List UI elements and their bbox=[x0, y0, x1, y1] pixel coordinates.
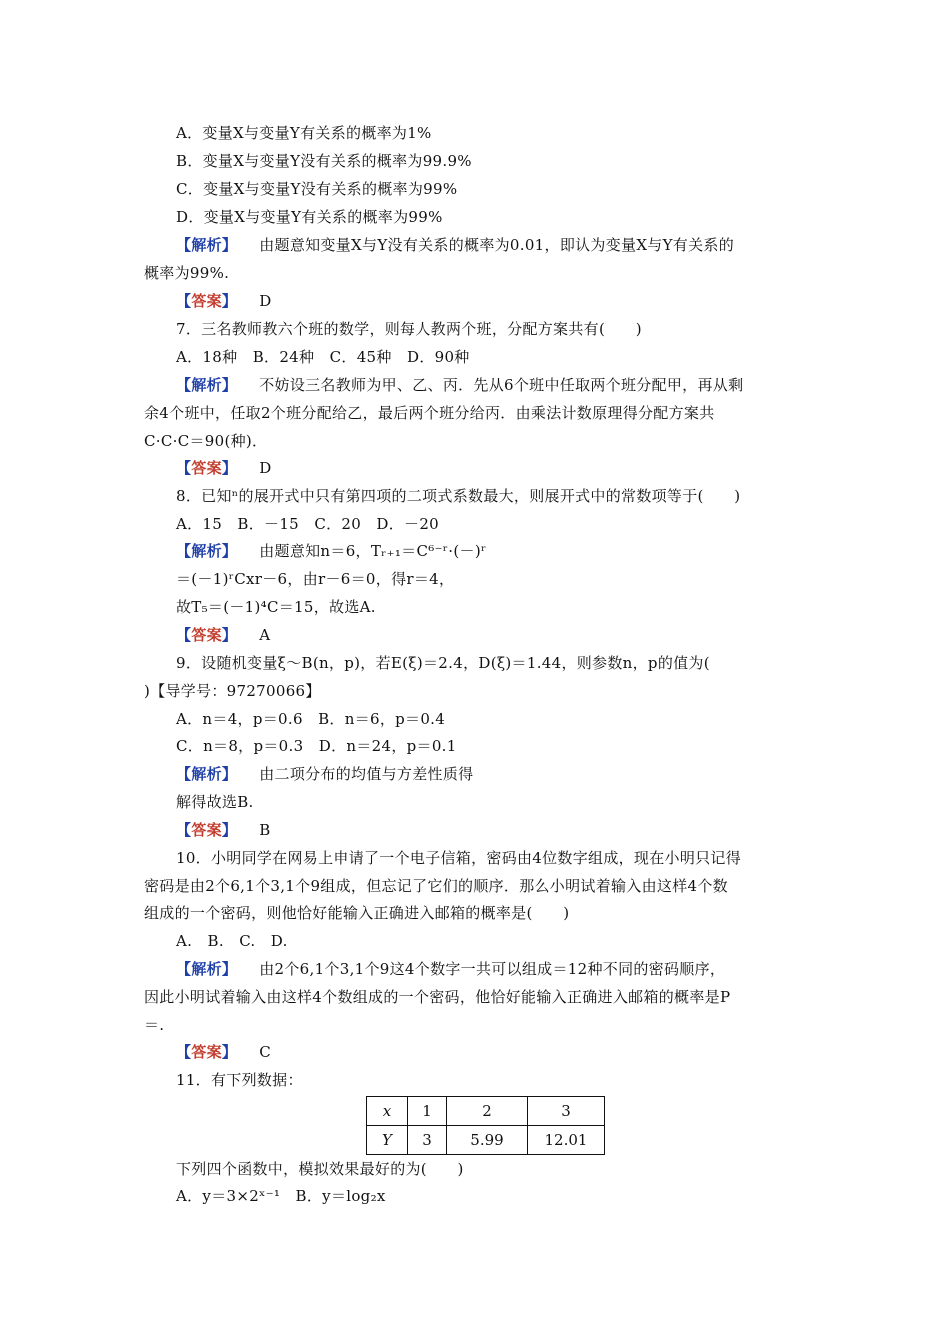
question-8: 8．已知ⁿ的展开式中只有第四项的二项式系数最大，则展开式中的常数项等于( ) bbox=[176, 487, 741, 505]
table-row bbox=[367, 1097, 605, 1126]
answer-value: D bbox=[259, 292, 272, 310]
table-row bbox=[367, 1126, 605, 1155]
table-cell: 3 bbox=[528, 1097, 605, 1126]
question-9-continuation: )【导学号：97270066】 bbox=[144, 682, 321, 700]
question-7-options: A．18种 B．24种 C．45种 D．90种 bbox=[176, 348, 470, 366]
analysis-continuation: 故T₅＝(－1)⁴C＝15，故选A. bbox=[176, 598, 376, 616]
option-d: D．变量X与变量Y有关系的概率为99% bbox=[176, 208, 443, 226]
table-cell: 1 bbox=[408, 1097, 447, 1126]
table-cell: 2 bbox=[447, 1097, 528, 1126]
answer-line bbox=[176, 625, 270, 645]
analysis-line bbox=[176, 959, 725, 979]
question-10-continuation: 密码是由2个6,1个3,1个9组成，但忘记了它们的顺序．那么小明试着输入由这样4个数 bbox=[144, 877, 728, 895]
question-9-options-cd: C．n＝8，p＝0.3 D．n＝24，p＝0.1 bbox=[176, 737, 457, 755]
option-a: A．变量X与变量Y有关系的概率为1% bbox=[176, 124, 432, 142]
question-10: 10．小明同学在网易上申请了一个电子信箱，密码由4位数字组成，现在小明只记得 bbox=[176, 849, 742, 867]
question-7: 7．三名教师教六个班的数学，则每人教两个班，分配方案共有( ) bbox=[176, 320, 642, 338]
answer-value: B bbox=[259, 821, 271, 839]
question-10-options: A. B. C. D. bbox=[176, 932, 288, 950]
analysis-line bbox=[176, 541, 486, 561]
answer-line bbox=[176, 820, 271, 840]
analysis-text: 由2个6,1个3,1个9这4个数字一共可以组成＝12种不同的密码顺序， bbox=[259, 960, 726, 978]
analysis-continuation: 解得故选B. bbox=[176, 793, 254, 811]
analysis-tag: 【解析】 bbox=[176, 376, 238, 394]
answer-value: A bbox=[259, 626, 271, 644]
answer-tag: 【答案】 bbox=[176, 626, 238, 644]
answer-tag: 【答案】 bbox=[176, 1043, 238, 1061]
analysis-continuation: 概率为99%. bbox=[144, 264, 230, 282]
analysis-continuation: 因此小明试着输入由这样4个数组成的一个密码，他恰好能输入正确进入邮箱的概率是P bbox=[144, 988, 731, 1006]
table-cell: Y bbox=[367, 1126, 408, 1155]
question-10-continuation: 组成的一个密码，则他恰好能输入正确进入邮箱的概率是( ) bbox=[144, 904, 570, 922]
answer-value: C bbox=[259, 1043, 272, 1061]
analysis-continuation: ＝. bbox=[144, 1016, 165, 1034]
option-c: C．变量X与变量Y没有关系的概率为99% bbox=[176, 180, 458, 198]
answer-tag: 【答案】 bbox=[176, 292, 238, 310]
answer-tag: 【答案】 bbox=[176, 821, 238, 839]
analysis-text: 由题意知变量X与Y没有关系的概率为0.01，即认为变量X与Y有关系的 bbox=[259, 236, 734, 254]
analysis-continuation: ＝(－1)ʳCxr－6，由r－6＝0，得r＝4， bbox=[176, 570, 455, 588]
analysis-line bbox=[176, 764, 473, 784]
analysis-text: 由题意知n＝6，Tᵣ₊₁＝C⁶⁻ʳ·(－)ʳ bbox=[259, 542, 487, 560]
option-b: B．变量X与变量Y没有关系的概率为99.9% bbox=[176, 152, 472, 170]
data-table bbox=[366, 1096, 605, 1155]
answer-tag: 【答案】 bbox=[176, 459, 238, 477]
analysis-continuation: 余4个班中，任取2个班分配给乙，最后两个班分给丙．由乘法计数原理得分配方案共 bbox=[144, 404, 715, 422]
table-cell: 3 bbox=[408, 1126, 447, 1155]
analysis-text: 由二项分布的均值与方差性质得 bbox=[259, 765, 474, 783]
table-cell: 5.99 bbox=[447, 1126, 528, 1155]
question-11-prompt: 下列四个函数中，模拟效果最好的为( ) bbox=[176, 1160, 464, 1178]
answer-line bbox=[176, 291, 272, 311]
analysis-text: 不妨设三名教师为甲、乙、丙．先从6个班中任取两个班分配甲，再从剩 bbox=[259, 376, 744, 394]
answer-line bbox=[176, 458, 272, 478]
question-11: 11．有下列数据： bbox=[176, 1071, 303, 1089]
analysis-tag: 【解析】 bbox=[176, 960, 238, 978]
question-9: 9．设随机变量ξ～B(n，p)，若E(ξ)＝2.4，D(ξ)＝1.44，则参数n，p的值为( bbox=[176, 654, 710, 672]
analysis-tag: 【解析】 bbox=[176, 236, 238, 254]
question-9-options-ab: A．n＝4，p＝0.6 B．n＝6，p＝0.4 bbox=[176, 710, 446, 728]
analysis-line bbox=[176, 235, 734, 255]
table-cell: 12.01 bbox=[528, 1126, 605, 1155]
answer-value: D bbox=[259, 459, 272, 477]
answer-line bbox=[176, 1042, 271, 1062]
analysis-tag: 【解析】 bbox=[176, 542, 238, 560]
analysis-continuation: C·C·C＝90(种)． bbox=[144, 432, 268, 450]
analysis-tag: 【解析】 bbox=[176, 765, 238, 783]
table-cell: x bbox=[367, 1097, 408, 1126]
analysis-line bbox=[176, 375, 743, 395]
question-8-options: A．15 B．－15 C．20 D．－20 bbox=[176, 515, 440, 533]
question-11-options: A．y＝3×2ˣ⁻¹ B．y＝log₂x bbox=[176, 1187, 386, 1205]
